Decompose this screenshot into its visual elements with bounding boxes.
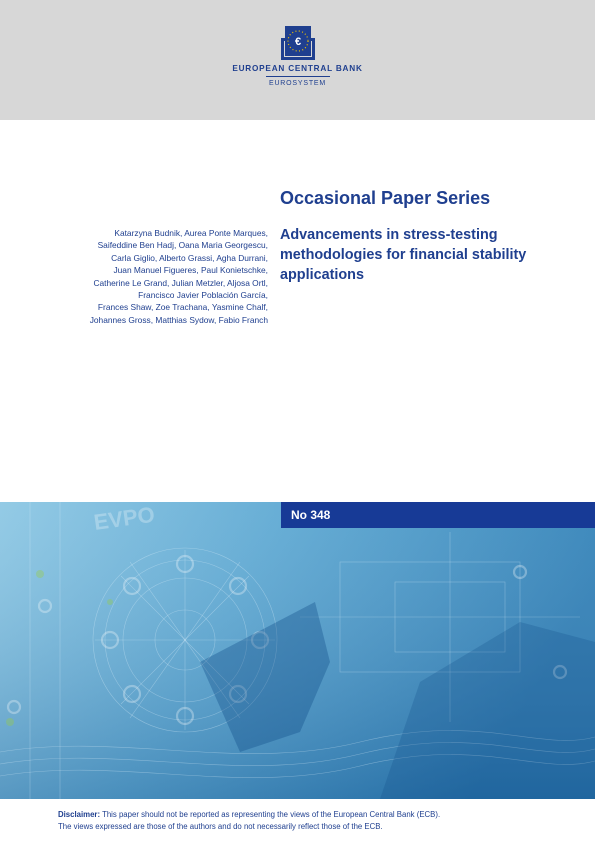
paper-title: Advancements in stress-testing methodologies for financial stability applications xyxy=(280,227,527,283)
author-line: Francisco Javier Población García, xyxy=(138,290,268,301)
svg-text:€: € xyxy=(294,36,302,48)
author-list xyxy=(30,227,268,326)
bank-name: EUROPEAN CENTRAL BANK xyxy=(232,64,363,73)
issue-number: No 348 xyxy=(291,508,331,522)
disclaimer-label: Disclaimer: xyxy=(58,810,101,819)
system-name: EUROSYSTEM xyxy=(268,80,326,87)
disclaimer-line-1 xyxy=(58,809,578,821)
ecb-euro-logo-icon xyxy=(281,26,315,60)
disclaimer xyxy=(58,809,578,832)
author-line: Catherine Le Grand, Julian Metzler, Aljosa Ortl, xyxy=(93,277,268,288)
watermark-letters: EVPO xyxy=(92,502,157,535)
cover-image xyxy=(0,502,595,799)
author-line: Juan Manuel Figueres, Paul Konietschke, xyxy=(113,265,268,276)
header-banner xyxy=(0,0,595,120)
author-line: Johannes Gross, Matthias Sydow, Fabio Franch xyxy=(89,314,268,325)
author-line: Frances Shaw, Zoe Trachana, Yasmine Chalf, xyxy=(97,302,268,313)
disclaimer-text-2: The views expressed are those of the authors and do not necessarily reflect those of the ECB. xyxy=(58,821,383,831)
author-line: Katarzyna Budnik, Aurea Ponte Marques, xyxy=(114,228,268,238)
author-line: Carla Giglio, Alberto Grassi, Agha Durrani, xyxy=(111,252,268,263)
issue-number-bar xyxy=(281,502,595,528)
banknote-guilloche-pattern xyxy=(0,502,595,799)
disclaimer-text-1: This paper should not be reported as representing the views of the European Central Bank (ECB). xyxy=(102,810,441,819)
header-divider xyxy=(266,76,330,77)
series-title: Occasional Paper Series xyxy=(280,188,491,208)
author-line: Saifeddine Ben Hadj, Oana Maria Georgescu, xyxy=(97,240,268,251)
